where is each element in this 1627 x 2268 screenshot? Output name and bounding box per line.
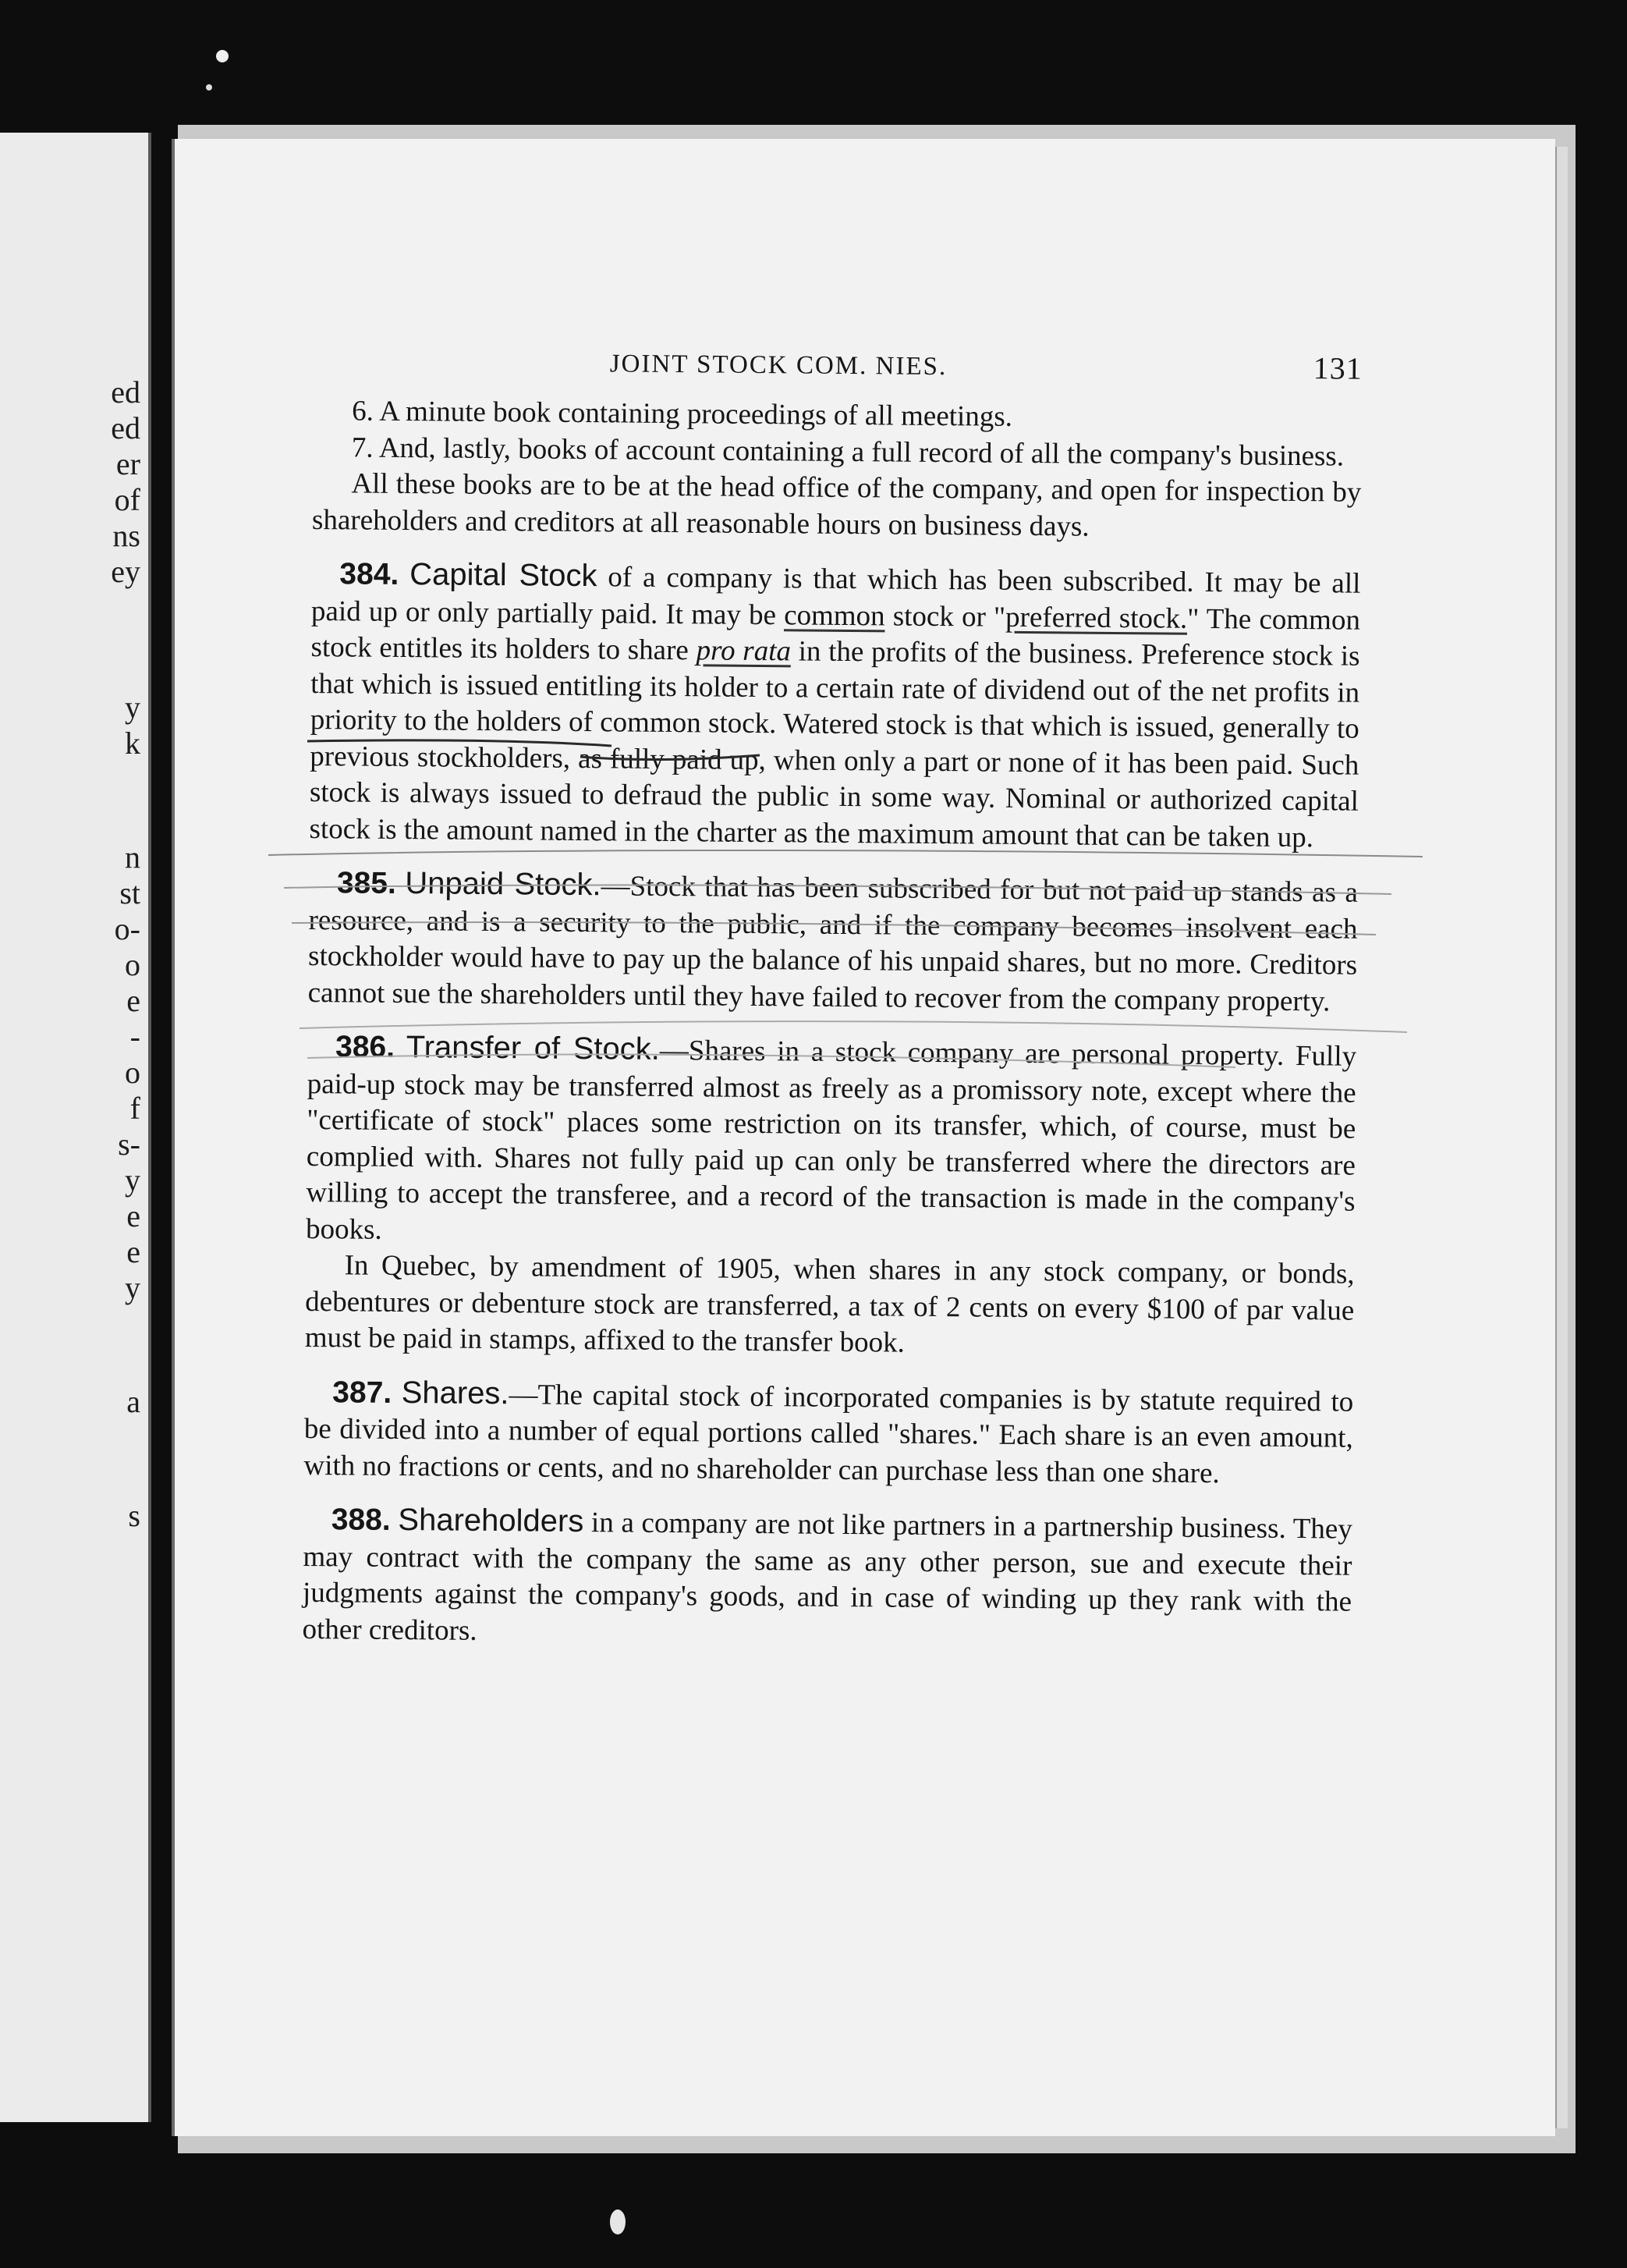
quebec-paragraph: In Quebec, by amendment of 1905, when shares in any stock company, or bonds, debentures or debenture stock are transferred, a tax of 2 cents on every $100 of par value must be paid in stamps, affixed to the transfer book. [304, 1249, 1355, 1359]
section-number: 387. [332, 1375, 392, 1410]
section-body: " The common stock entitles its holders to share [310, 602, 1361, 667]
facing-fragment: n [125, 839, 140, 875]
underlined-term: preferred stock. [1005, 601, 1188, 635]
facing-fragment: y [125, 1162, 140, 1198]
section-body: of a company is that which has been subscribed. It may be all paid up or only partially paid. It may be [310, 561, 1361, 631]
list-item: 6. A minute book containing proceedings of all meetings. [352, 395, 1013, 433]
section-body: stock or " [892, 599, 1006, 634]
page-number: 131 [1313, 350, 1363, 386]
section-body: —The capital stock of incorporated companies is by statute required to be divided into a number of equal portions called "shares." Each share is an even amount, with no fractions or cents, and no shareholder can purchase less than one share. [303, 1378, 1354, 1489]
facing-fragment: o- [114, 911, 140, 946]
facing-fragment: e [126, 983, 140, 1018]
underlined-term: common [783, 598, 885, 632]
list-item: 7. And, lastly, books of account containing a full record of all the company's business. [351, 431, 1345, 473]
facing-fragment: e [126, 1198, 140, 1233]
italic-term: pro rata [696, 634, 792, 668]
section-number: 386. [335, 1030, 395, 1064]
facing-fragment: y [125, 690, 140, 725]
intro-paragraph: All these books are to be at the head office of the company, and open for inspection by shareholders and creditors at all reasonable hours on business days. [311, 467, 1362, 543]
section-body: in the profits of the business. Preference stock is that which is issued entitling its holder to a certain rate of dividend out of the net profits in priority to the holders of common stock. Watered stock is that which is issued, generally to previous stockholders, as fully paid up, when only a part or none of it has been paid. Such stock is always issued to defraud the public in some way. Nominal or authorized capital stock is the amount named in the charter as the maximum amount that can be taken up. [309, 635, 1360, 854]
facing-fragment: ed [111, 410, 140, 445]
dust-speck [216, 50, 229, 62]
dust-speck [610, 2209, 626, 2234]
facing-fragment: s [128, 1498, 140, 1533]
facing-fragment: s- [118, 1127, 140, 1162]
section-heading: Unpaid Stock. [405, 866, 601, 903]
section-heading: Shares. [401, 1375, 509, 1411]
section-number: 385. [336, 866, 397, 900]
facing-fragment: a [126, 1384, 140, 1419]
section-heading: Transfer of Stock. [406, 1030, 661, 1067]
facing-fragment: er [115, 446, 140, 481]
facing-fragment: of [114, 482, 140, 517]
section-body: —Shares in a stock company are personal property. Fully paid-up stock may be transferred almost as freely as a promissory note, except where the "certificate of stock" places some restriction on its transfer, which, of course, must be complied with. Shares not fully paid up can only be transferred where the directors are willing to accept the transferee, and a record of the transaction is made in the company's books. [305, 1034, 1357, 1246]
facing-fragment: e [126, 1234, 140, 1269]
facing-fragment: o [125, 1055, 140, 1090]
section-heading: Shareholders [398, 1503, 584, 1539]
facing-fragment: o [125, 947, 140, 982]
facing-fragment: ns [112, 518, 140, 553]
section-heading: Capital Stock [409, 557, 597, 594]
facing-fragment: f [129, 1091, 140, 1126]
dust-speck [206, 84, 212, 91]
running-head: JOINT STOCK COM. NIES. [609, 350, 948, 382]
facing-fragment: st [119, 875, 140, 910]
section-body: —Stock that has been subscribed for but not paid up stands as a resource, and is a security to the public, and if the company becomes insolvent each stockholder would have to pay up the balance of his unpaid shares, but no more. Creditors cannot sue the shareholders until they have failed to recover from the company property. [307, 870, 1359, 1017]
facing-fragment: y [125, 1270, 140, 1305]
section-number: 384. [339, 557, 399, 591]
facing-fragment: ey [111, 554, 140, 589]
section-body: in a company are not like partners in a partnership business. They may contract with the company the same as any other person, sue and execute their judgments against the company's goods, and in case of winding up they rank with the other creditors. [302, 1507, 1352, 1647]
facing-fragment: ed [111, 374, 140, 410]
section-number: 388. [331, 1503, 391, 1537]
facing-fragment: - [129, 1019, 140, 1054]
facing-fragment: k [125, 726, 140, 761]
